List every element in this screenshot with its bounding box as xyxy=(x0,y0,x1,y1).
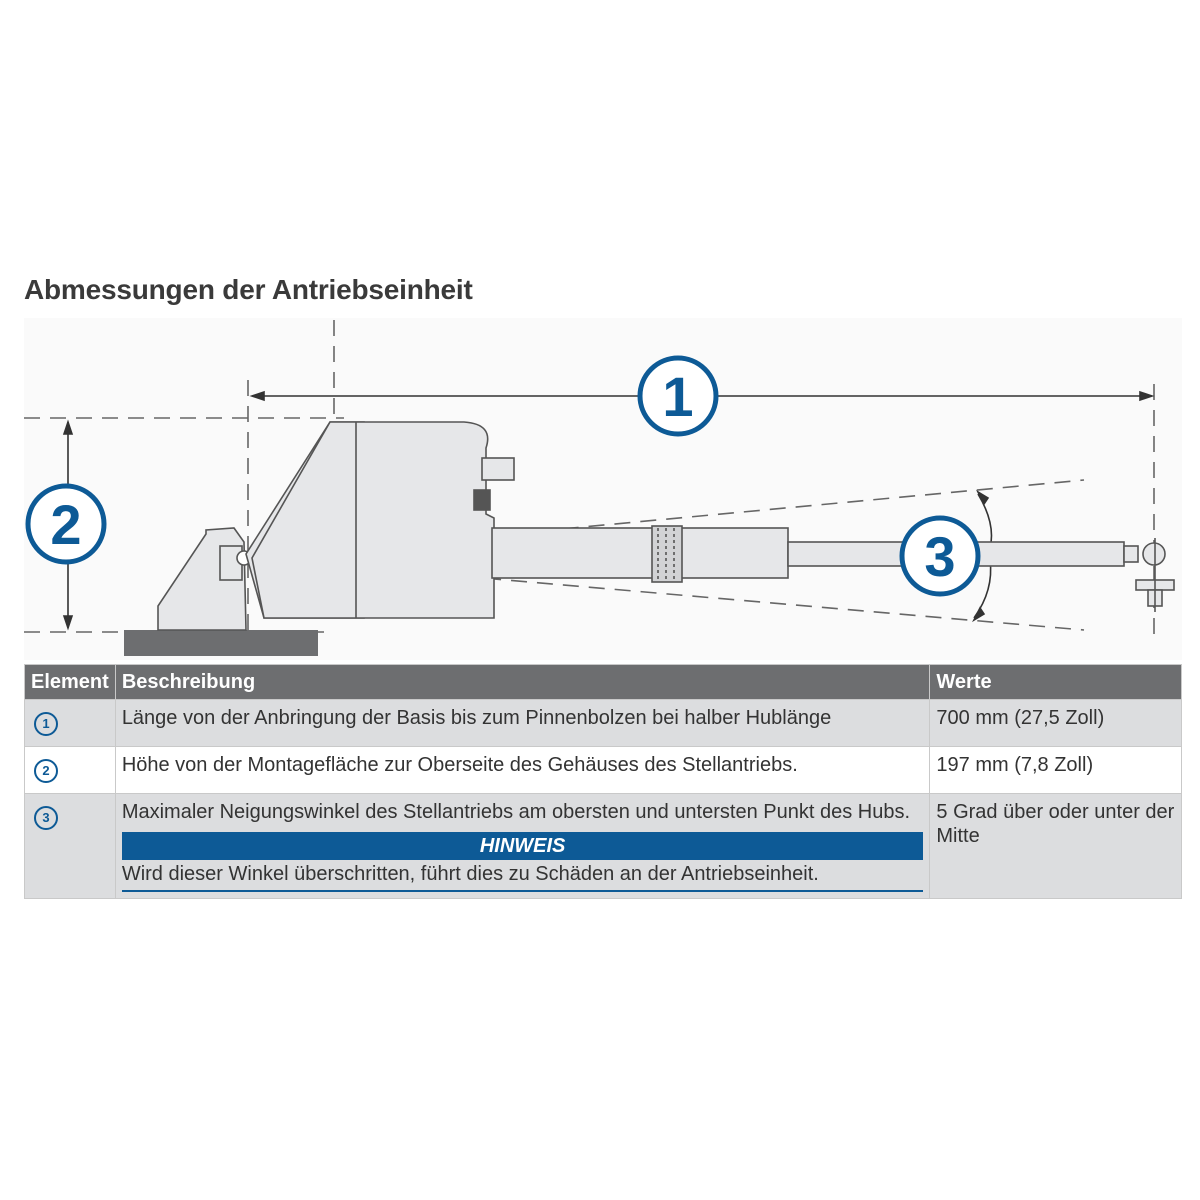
callout-3-number: 3 xyxy=(924,525,956,588)
header-values: Werte xyxy=(930,665,1182,700)
callout-3 xyxy=(902,518,978,594)
table-row xyxy=(25,794,1182,899)
adjust-collar xyxy=(652,526,682,582)
callout-2 xyxy=(28,486,104,562)
table-header-row xyxy=(25,665,1182,700)
element-number-badge: 1 xyxy=(34,712,58,736)
rod-end xyxy=(1124,546,1138,562)
table-row xyxy=(25,747,1182,794)
table-row xyxy=(25,700,1182,747)
drive-unit-dimension-drawing xyxy=(24,318,1182,660)
header-description: Beschreibung xyxy=(115,665,930,700)
notice-text: Wird dieser Winkel überschritten, führt dies zu Schäden an der Antriebseinheit. xyxy=(122,860,924,892)
callout-2-number: 2 xyxy=(50,493,82,556)
callout-1 xyxy=(640,358,716,434)
callout-1-number: 1 xyxy=(662,365,694,428)
section-title: Abmessungen der Antriebseinheit xyxy=(24,274,473,305)
value-cell: 5 Grad über oder unter der Mitte xyxy=(930,794,1182,899)
element-number-badge: 3 xyxy=(34,806,58,830)
description-text: Maximaler Neigungswinkel des Stellantriebs am obersten und untersten Punkt des Hubs. xyxy=(121,801,911,823)
notice-label: HINWEIS xyxy=(122,832,924,860)
element-number-badge: 2 xyxy=(34,759,58,783)
header-element: Element xyxy=(25,665,116,700)
outer-tube xyxy=(492,528,788,578)
description-cell xyxy=(115,794,930,899)
dimension-table xyxy=(24,664,1182,899)
housing-connector xyxy=(474,490,490,510)
description-cell: Höhe von der Montagefläche zur Oberseite des Gehäuses des Stellantriebs. xyxy=(115,747,930,794)
housing-boss xyxy=(482,458,514,480)
value-cell: 700 mm (27,5 Zoll) xyxy=(930,700,1182,747)
tiller-ball-joint xyxy=(1143,543,1165,565)
element-cell xyxy=(25,747,116,794)
mounting-surface xyxy=(124,630,318,656)
element-cell xyxy=(25,700,116,747)
dimension-diagram xyxy=(24,318,1182,660)
value-cell: 197 mm (7,8 Zoll) xyxy=(930,747,1182,794)
description-cell: Länge von der Anbringung der Basis bis zum Pinnenbolzen bei halber Hublänge xyxy=(115,700,930,747)
element-cell xyxy=(25,794,116,899)
